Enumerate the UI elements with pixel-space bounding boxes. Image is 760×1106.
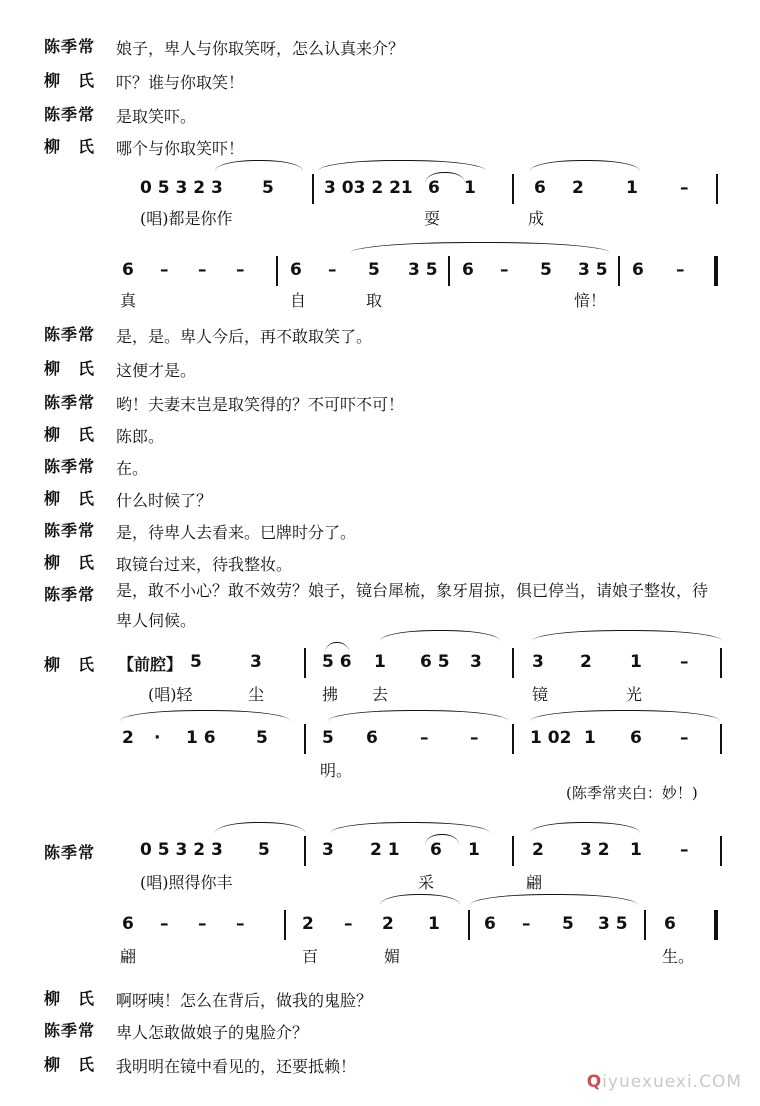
note: 6 [290, 260, 302, 280]
bar-line [512, 836, 514, 866]
note: 1 [464, 178, 476, 198]
speaker-name: 柳 氏 [44, 71, 96, 90]
dialogue-line [0, 66, 760, 96]
lyric: (唱)都是你作 [140, 209, 233, 228]
slur-mark [470, 894, 638, 905]
speaker-name: 柳 氏 [44, 425, 96, 444]
dialogue-line [0, 516, 760, 546]
lyric: 光 [626, 685, 643, 704]
note: 6 [534, 178, 546, 198]
bar-line [618, 256, 620, 286]
dialogue-line [0, 32, 760, 62]
note: – [198, 914, 207, 934]
speaker-name: 陈季常 [44, 37, 96, 56]
bar-line [512, 648, 514, 678]
speaker-name: 柳 氏 [44, 655, 96, 674]
dialogue-line [0, 420, 760, 450]
note-group: 3 5 [598, 914, 628, 934]
note-group: 3 5 [408, 260, 438, 280]
note: 3 [532, 652, 544, 672]
slur-mark [350, 242, 610, 253]
lyric: 自 [290, 291, 307, 310]
slur-mark [380, 630, 500, 641]
note: 5 [368, 260, 380, 280]
dialogue-line [0, 132, 760, 162]
lyric: 耍 [424, 209, 441, 228]
slur-mark [530, 822, 640, 833]
speaker-name: 柳 氏 [44, 1055, 96, 1074]
lyric: 取 [366, 291, 383, 310]
slur-mark [328, 710, 508, 721]
note: – [676, 260, 685, 280]
bar-line [720, 836, 722, 866]
note: 5 [190, 652, 202, 672]
note: 5 [540, 260, 552, 280]
dialogue-line [0, 388, 760, 418]
bar-line [644, 910, 646, 940]
bar-line [284, 910, 286, 940]
note: 2 [580, 652, 592, 672]
lyric: 采 [418, 873, 435, 892]
note: 3 [250, 652, 262, 672]
note: – [236, 260, 245, 280]
speech-text: 吓？谁与你取笑！ [116, 73, 245, 92]
note: 6 [122, 260, 134, 280]
lyric: 尘 [248, 685, 265, 704]
bar-line [512, 174, 514, 204]
note: – [344, 914, 353, 934]
slur-mark [318, 160, 486, 171]
final-bar-line [714, 256, 718, 286]
bar-line [304, 836, 306, 866]
note: 5 [322, 728, 334, 748]
note: – [680, 652, 689, 672]
speech-text: 哟！夫妻末岂是取笑得的？不可吓不可！ [116, 395, 405, 414]
watermark-logo: Q [586, 1072, 603, 1092]
note: – [680, 728, 689, 748]
aside-remark: (陈季常夹白：妙！) [566, 784, 698, 802]
dialogue-line [0, 452, 760, 482]
dialogue-line [0, 484, 760, 514]
speaker-name: 柳 氏 [44, 553, 96, 572]
bar-line [512, 724, 514, 754]
music-score-2 [0, 628, 760, 808]
note: 6 [630, 728, 642, 748]
speech-text: 哪个与你取笑吓！ [116, 139, 245, 158]
speaker-name: 柳 氏 [44, 359, 96, 378]
bar-line [304, 648, 306, 678]
bar-line [276, 256, 278, 286]
note: – [328, 260, 337, 280]
dialogue-line [0, 984, 760, 1014]
dialogue-line [0, 354, 760, 384]
lyric: 百 [302, 947, 319, 966]
note-group: 1 02 [530, 728, 572, 748]
note: 1 [374, 652, 386, 672]
bar-line [448, 256, 450, 286]
lyric: 镜 [532, 685, 549, 704]
final-bar-line [714, 910, 718, 940]
lyric: 媚 [384, 947, 401, 966]
note: – [198, 260, 207, 280]
note: – [236, 914, 245, 934]
note-group: 6 5 [420, 652, 450, 672]
note: 5 [258, 840, 270, 860]
note: 2 [382, 914, 394, 934]
slur-mark [215, 160, 303, 171]
lyric: 翩 [120, 947, 137, 966]
speaker-name: 柳 氏 [44, 989, 96, 1008]
note: – [680, 840, 689, 860]
note: 6 [366, 728, 378, 748]
note-group: 3 2 [580, 840, 610, 860]
site-watermark [587, 1072, 742, 1092]
note-group: 1 6 [186, 728, 216, 748]
slur-mark [530, 160, 640, 171]
music-score-1 [0, 160, 760, 310]
slur-mark [120, 710, 290, 721]
note-group: 0 5 3 2 3 [140, 840, 223, 860]
bar-line [716, 174, 718, 204]
speech-text: 这便才是。 [116, 361, 197, 380]
speech-text: 什么时候了？ [116, 491, 213, 510]
note: 6 [484, 914, 496, 934]
speech-text: 是取笑吓。 [116, 107, 197, 126]
slur-mark [380, 894, 460, 905]
note: 6 [632, 260, 644, 280]
speech-text: 是，敢不小心？敢不效劳？娘子，镜台犀梳，象牙眉掠，俱已停当，请娘子整妆，待卑人伺候。 [116, 581, 709, 630]
note-group: 0 5 3 2 3 [140, 178, 223, 198]
speaker-name: 陈季常 [44, 585, 96, 604]
note: 1 [630, 840, 642, 860]
note: 1 [428, 914, 440, 934]
lyric: (唱)轻 [148, 685, 193, 704]
lyric: 生。 [662, 947, 695, 966]
note-group: 3 03 2 21 [324, 178, 413, 198]
tune-label: 【前腔】 [118, 655, 183, 674]
note: 5 [562, 914, 574, 934]
note: 5 [262, 178, 274, 198]
note-group: 2 1 [370, 840, 400, 860]
note: 6 [462, 260, 474, 280]
note: – [500, 260, 509, 280]
dialogue-line [0, 320, 760, 350]
speaker-name: 陈季常 [44, 325, 96, 344]
speech-text: 是，是。卑人今后，再不敢取笑了。 [116, 327, 373, 346]
note: – [470, 728, 479, 748]
note: 6 [664, 914, 676, 934]
note: 6 [428, 178, 440, 198]
note: 1 [468, 840, 480, 860]
note: 2 [122, 728, 134, 748]
note: – [680, 178, 689, 198]
lyric: 真 [120, 291, 137, 310]
lyric: (唱)照得你丰 [140, 873, 233, 892]
lyric: 愔！ [574, 291, 607, 310]
speaker-name: 陈季常 [44, 457, 96, 476]
note: – [420, 728, 429, 748]
bar-line [720, 724, 722, 754]
note-group: 3 5 [578, 260, 608, 280]
note: 1 [630, 652, 642, 672]
note: 1 [626, 178, 638, 198]
lyric: 拂 [322, 685, 339, 704]
lyric: 明。 [320, 761, 353, 780]
note: 3 [322, 840, 334, 860]
lyric: 成 [528, 209, 545, 228]
speaker-name: 陈季常 [44, 843, 96, 862]
note: – [522, 914, 531, 934]
dialogue-line [0, 1016, 760, 1046]
bar-line [468, 910, 470, 940]
watermark-text: iyuexuexi.COM [602, 1072, 742, 1092]
slur-mark [532, 630, 722, 641]
speaker-name: 陈季常 [44, 393, 96, 412]
slur-mark [215, 822, 305, 833]
speech-text: 取镜台过来，待我整妆。 [116, 555, 293, 574]
bar-line [304, 724, 306, 754]
speech-text: 是，待卑人去看来。巳牌时分了。 [116, 523, 357, 542]
note: 6 [122, 914, 134, 934]
speaker-name: 陈季常 [44, 521, 96, 540]
speech-text: 我明明在镜中看见的，还要抵赖！ [116, 1057, 357, 1076]
slur-mark [330, 822, 490, 833]
lyric: 翩 [526, 873, 543, 892]
bar-line [720, 648, 722, 678]
dialogue-line [0, 548, 760, 578]
note: 1 [584, 728, 596, 748]
speech-text: 陈郎。 [116, 427, 165, 446]
note: · [154, 728, 161, 748]
speaker-name: 柳 氏 [44, 489, 96, 508]
bar-line [312, 174, 314, 204]
lyric: 去 [372, 685, 389, 704]
note: 5 [256, 728, 268, 748]
note: – [160, 260, 169, 280]
speech-text: 娘子，卑人与你取笑呀，怎么认真来介？ [116, 39, 405, 58]
slur-mark [530, 710, 720, 721]
speaker-name: 柳 氏 [44, 137, 96, 156]
speaker-name: 陈季常 [44, 105, 96, 124]
music-score-3 [0, 820, 760, 980]
note: 3 [470, 652, 482, 672]
dialogue-line [0, 100, 760, 130]
note-group: 5 6 [322, 652, 352, 672]
speaker-name: 陈季常 [44, 1021, 96, 1040]
speech-text: 啊呀咦！怎么在背后，做我的鬼脸？ [116, 991, 373, 1010]
note: 6 [430, 840, 442, 860]
speech-text: 在。 [116, 459, 149, 478]
speech-text: 卑人怎敢做娘子的鬼脸介？ [116, 1023, 309, 1042]
note: 2 [572, 178, 584, 198]
note: – [160, 914, 169, 934]
note: 2 [302, 914, 314, 934]
note: 2 [532, 840, 544, 860]
